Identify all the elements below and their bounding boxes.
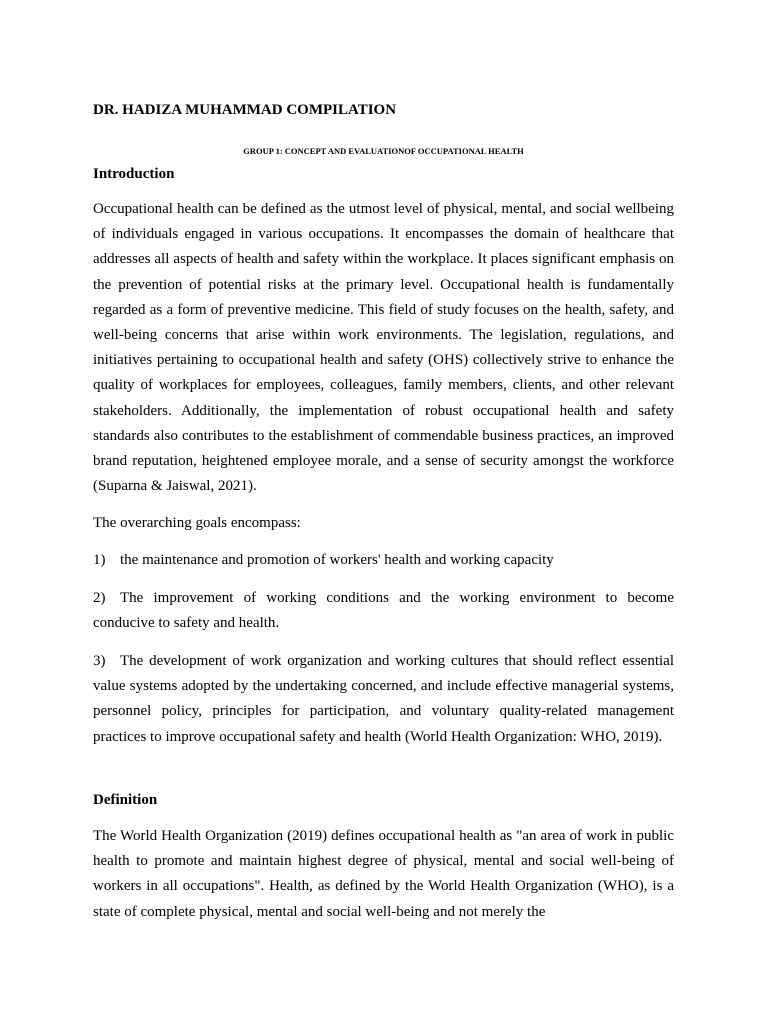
goals-intro: The overarching goals encompass: xyxy=(93,515,301,531)
goal-text: the maintenance and promotion of workers' health and working capacity xyxy=(120,552,554,568)
goal-text: The development of work organization and working cultures that should reflect essential value systems adopted by the undertaking concerned, and include effective managerial systems, personnel policy, principles for participation, and voluntary quality-related management practices to improve occupational safety and health (World Health Organization: WHO, 2019). xyxy=(93,653,674,745)
definition-paragraph: The World Health Organization (2019) defines occupational health as "an area of work in public health to promote and maintain highest degree of physical, mental and social well-being of workers in all occupations". Health, as defined by the World Health Organization (WHO), is a state of complete physical, mental and social well-being and not merely the xyxy=(93,828,674,920)
definition-heading: Definition xyxy=(93,792,158,808)
goal-number: 2) xyxy=(93,590,106,606)
introduction-heading: Introduction xyxy=(93,166,175,182)
group-heading: GROUP 1: CONCEPT AND EVALUATIONOF OCCUPATIONAL HEALTH xyxy=(243,146,524,156)
goal-item-2 xyxy=(93,586,674,636)
document-title: DR. HADIZA MUHAMMAD COMPILATION xyxy=(93,102,397,118)
goal-number: 1) xyxy=(93,552,106,568)
goal-item-1 xyxy=(93,548,674,573)
goal-text: The improvement of working conditions and the working environment to become conducive to safety and health. xyxy=(93,590,674,632)
introduction-paragraph: Occupational health can be defined as the utmost level of physical, mental, and social wellbeing of individuals engaged in various occupations. It encompasses the domain of healthcare that addresses all aspects of health and safety within the workplace. It places significant emphasis on the prevention of potential risks at the primary level. Occupational health is fundamentally regarded as a form of preventive medicine. This field of study focuses on the health, safety, and well-being concerns that arise within work environments. The legislation, regulations, and initiatives pertaining to occupational health and safety (OHS) collectively strive to enhance the quality of workplaces for employees, colleagues, family members, clients, and other relevant stakeholders. Additionally, the implementation of robust occupational health and safety standards also contributes to the establishment of commendable business practices, an improved brand reputation, heightened employee morale, and a sense of security amongst the workforce (Suparna & Jaiswal, 2021). xyxy=(93,201,674,495)
goal-number: 3) xyxy=(93,653,106,669)
goal-item-3 xyxy=(93,649,674,750)
